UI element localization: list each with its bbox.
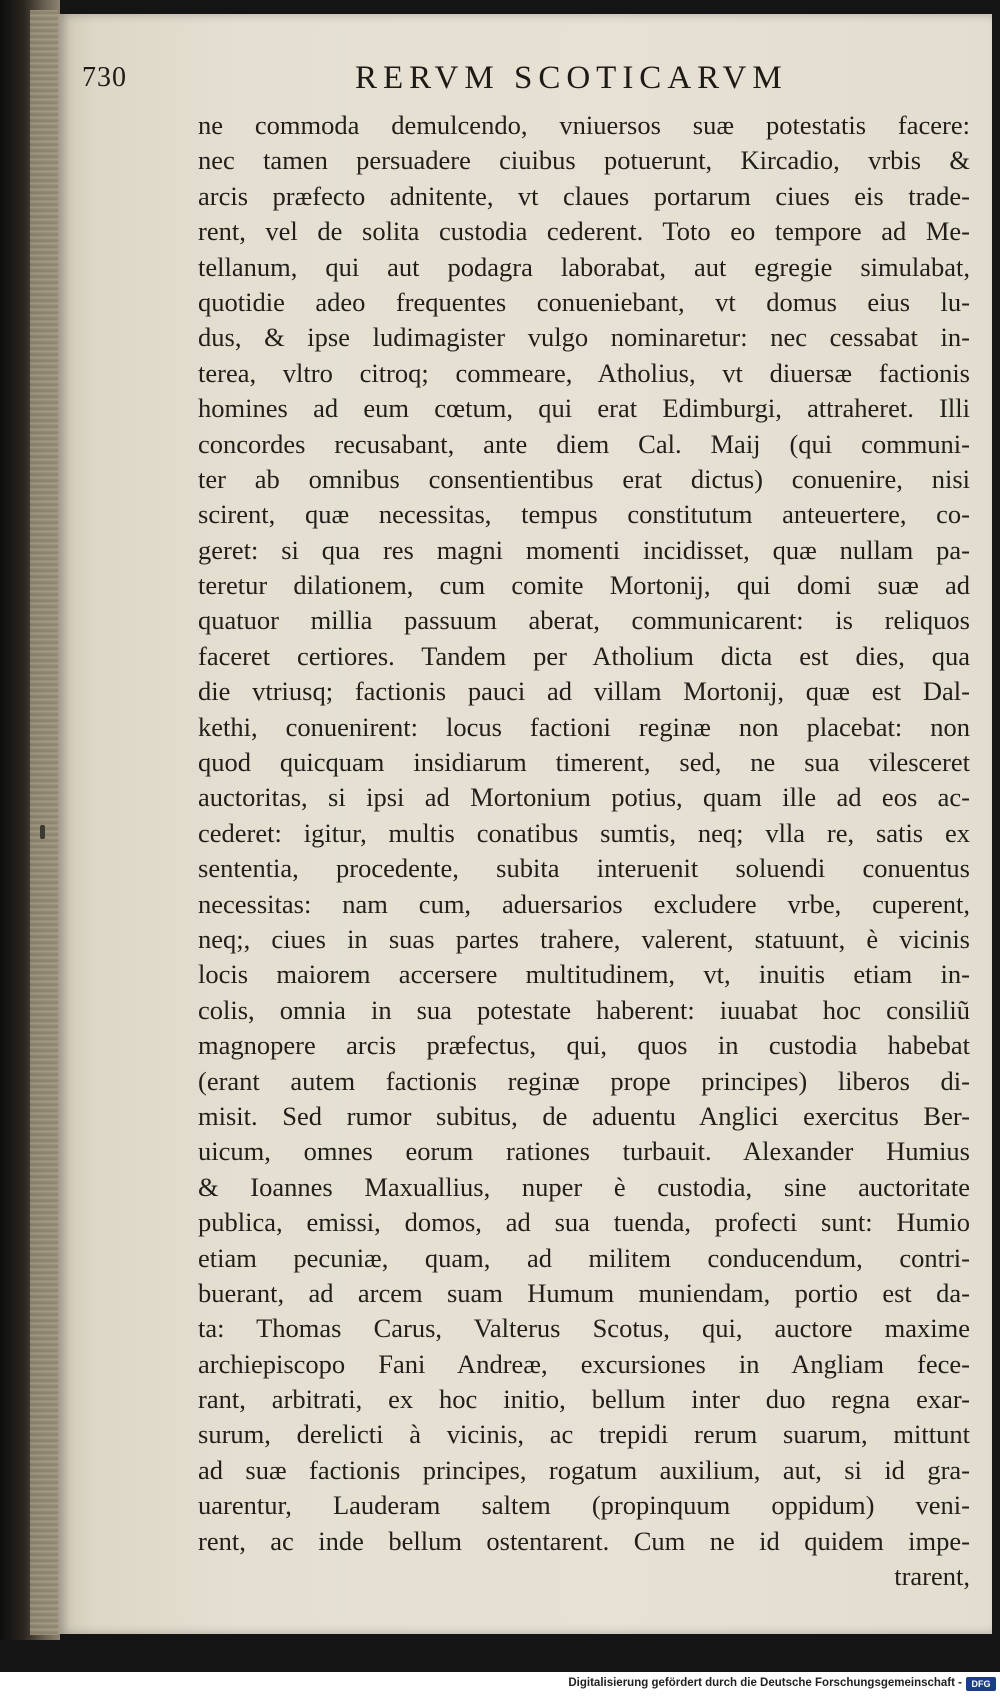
text-line: arcis præfecto adnitente, vt claues portarum ciues eis trade- <box>198 180 970 211</box>
text-line: ne commoda demulcendo, vniuersos suæ potestatis facere: <box>198 110 970 140</box>
text-line: (erant autem factionis reginæ prope principes) liberos di- <box>198 1065 970 1096</box>
text-line: teretur dilationem, cum comite Mortonij, qui domi suæ ad <box>198 570 970 601</box>
text-line: homines ad eum cœtum, qui erat Edimburgi, attraheret. Illi <box>198 393 970 424</box>
text-line: locis maiorem accersere multitudinem, vt, inuitis etiam in- <box>198 959 970 990</box>
text-line: rent, vel de solita custodia cederent. Toto eo tempore ad Me- <box>198 216 970 247</box>
text-line: quod quicquam insidiarum timerent, sed, ne sua vilesceret <box>198 747 970 778</box>
text-line: quatuor millia passuum aberat, communicarent: is reliquos <box>198 605 970 636</box>
body-text <box>198 108 970 1594</box>
text-line: colis, omnia in sua potestate haberent: iuuabat hoc consiliũ <box>198 994 970 1025</box>
text-line: uicum, omnes eorum rationes turbauit. Alexander Humius <box>198 1136 970 1167</box>
text-line: cederet: igitur, multis conatibus sumtis, neq; vlla re, satis ex <box>198 817 970 848</box>
text-line: rent, ac inde bellum ostentarent. Cum ne id quidem impe- <box>198 1525 970 1556</box>
text-line: uarentur, Lauderam saltem (propinquum oppidum) veni- <box>198 1490 970 1521</box>
text-line: dus, & ipse ludimagister vulgo nominaretur: nec cessabat in- <box>198 322 970 353</box>
dfg-logo: DFG <box>966 1677 996 1691</box>
text-line: ter ab omnibus consentientibus erat dictus) conuenire, nisi <box>198 463 970 494</box>
text-line: rant, arbitrati, ex hoc initio, bellum inter duo regna exar- <box>198 1384 970 1415</box>
text-line: necessitas: nam cum, aduersarios excludere vrbe, cuperent, <box>198 888 970 919</box>
text-line: misit. Sed rumor subitus, de aduentu Anglici exercitus Ber- <box>198 1100 970 1131</box>
text-line: magnopere arcis præfectus, qui, quos in custodia habebat <box>198 1030 970 1061</box>
text-line: sententia, procedente, subita interuenit soluendi conuentus <box>198 853 970 884</box>
text-line: scirent, quæ necessitas, tempus constitutum anteuertere, co- <box>198 499 970 530</box>
running-head: RERVM SCOTICARVM <box>355 60 788 96</box>
page-number: 730 <box>82 62 127 93</box>
text-line: etiam pecuniæ, quam, ad militem conducendum, contri- <box>198 1242 970 1273</box>
page-edges <box>30 10 58 1635</box>
text-line: archiepiscopo Fani Andreæ, excursiones in Angliam fece- <box>198 1348 970 1379</box>
margin-ink-mark <box>40 825 45 839</box>
text-line: ta: Thomas Carus, Valterus Scotus, qui, auctore maxime <box>198 1313 970 1344</box>
catchword: trarent, <box>894 1561 970 1592</box>
text-line: quotidie adeo frequentes conueniebant, vt domus eius lu- <box>198 286 970 317</box>
text-line: buerant, ad arcem suam Humum muniendam, portio est da- <box>198 1277 970 1308</box>
text-line: nec tamen persuadere ciuibus potuerunt, Kircadio, vrbis & <box>198 145 970 176</box>
text-line: auctoritas, si ipsi ad Mortonium potius, quam ille ad eos ac- <box>198 782 970 813</box>
text-line: ad suæ factionis principes, rogatum auxilium, aut, si id gra- <box>198 1454 970 1485</box>
text-line: geret: si qua res magni momenti incidisset, quæ nullam pa- <box>198 534 970 565</box>
text-line: concordes recusabant, ante diem Cal. Maij (qui communi- <box>198 428 970 459</box>
text-line: faceret certiores. Tandem per Atholium dicta est dies, qua <box>198 640 970 671</box>
text-line: tellanum, qui aut podagra laborabat, aut egregie simulabat, <box>198 251 970 282</box>
text-line: die vtriusq; factionis pauci ad villam Mortonij, quæ est Dal- <box>198 676 970 707</box>
text-line: publica, emissi, domos, ad sua tuenda, profecti sunt: Humio <box>198 1207 970 1238</box>
text-line: & Ioannes Maxuallius, nuper è custodia, sine auctoritate <box>198 1171 970 1202</box>
text-line: kethi, conuenirent: locus factioni reginæ non placebat: non <box>198 711 970 742</box>
text-line: surum, derelicti à vicinis, ac trepidi rerum suarum, mittunt <box>198 1419 970 1450</box>
text-line: neq;, ciues in suas partes trahere, valerent, statuunt, è vicinis <box>198 923 970 954</box>
digitization-credit: Digitalisierung gefördert durch die Deutsche Forschungsgemeinschaft - <box>568 1677 962 1689</box>
text-line: terea, vltro citroq; commeare, Atholius, vt diuersæ factionis <box>198 357 970 388</box>
